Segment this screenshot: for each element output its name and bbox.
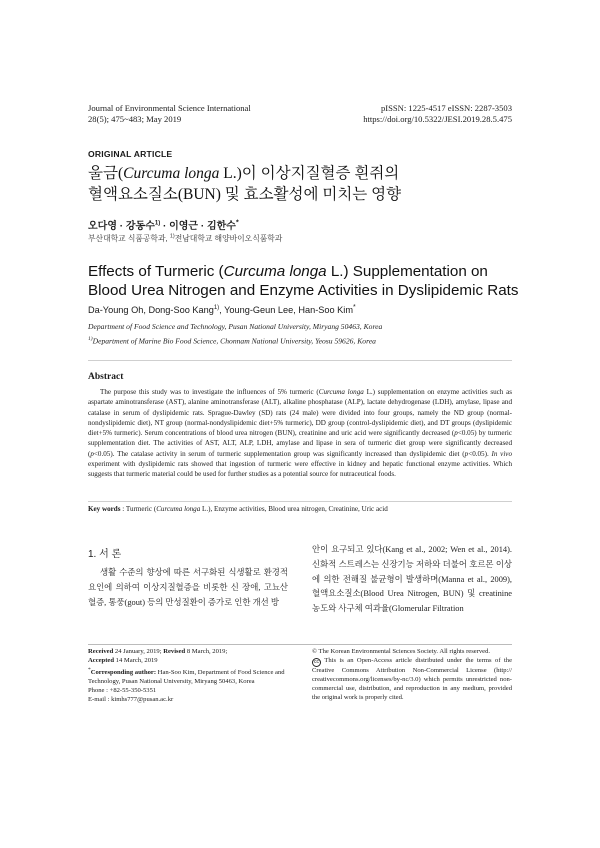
corresponding-author: *Corresponding author: Han-Soo Kim, Department of Food Science and Technology, Pusan National University, Miryang 50463, Korea (88, 666, 285, 685)
received-line: Received 24 January, 2019; Revised 8 March, 2019; (88, 648, 228, 655)
copyright-notice (312, 648, 512, 703)
journal-header (88, 103, 251, 125)
doi-link[interactable]: https://doi.org/10.5322/JESI.2019.28.5.475 (363, 114, 512, 124)
korean-title-line2: 혈액요소질소(BUN) 및 효소활성에 미치는 영향 (88, 186, 402, 203)
korean-affiliation: 부산대학교 식품공학과, $^{1)}$전남대학교 해양바이오식품학과 (88, 233, 283, 243)
divider-keywords (88, 501, 512, 502)
korean-title (88, 163, 528, 205)
copyright-line: © The Korean Environmental Sciences Society. All rights reserved. (312, 648, 491, 655)
email-address[interactable]: E-mail : kimhs777@pusan.ac.kr (88, 695, 174, 703)
abstract-heading: Abstract (88, 372, 124, 382)
creative-commons-icon: cc (314, 658, 319, 665)
korean-title-line1: 울금(Curcuma longa L.)이 이상지질혈증 흰쥐의 (88, 165, 400, 182)
issn-text: pISSN: 1225-4517 eISSN: 2287-3503 (380, 103, 512, 113)
intro-right-column: 안이 요구되고 있다(Kang et al., 2002; Wen et al., 2014). 신화적 스트레스는 신장기능 저하와 더불어 호르몬 이상에 의한 전해질 불균형이 발생하며(Manna et al., 2009), 혈액요소질소(Blood Urea Nitrogen, BUN) 및 creatinine 농도와 사구체 여과율(Glomerular Filtration (312, 545, 512, 614)
article-history (88, 648, 288, 705)
divider-top (88, 360, 512, 361)
journal-volume: 28(5); 475~483; May 2019 (88, 114, 182, 124)
divider-footer (88, 644, 512, 645)
copyright-icon: © (312, 648, 318, 655)
phone-number: Phone : +82-55-350-5351 (88, 686, 157, 694)
journal-name: Journal of Environmental Science International (88, 103, 251, 113)
accepted-line: Accepted 14 March, 2019 (88, 656, 158, 664)
affiliation-2: $^{1)}$Department of Marine Bio Food Science, Chonnam National University, Yeosu 59626, Korea (88, 336, 376, 346)
english-authors: Da-Young Oh, Dong-Soo Kang$^{1)}$, Young-Geun Lee, Han-Soo Kim* (88, 304, 356, 316)
intro-left-column: 생활 수준의 향상에 따른 서구화된 식생활로 환경적 요인에 의하여 이상지질혈증을 비롯한 신 장애, 고뇨산혈증, 통풍(gout) 등의 만성질환이 증가로 인한 개선 방 (88, 568, 288, 607)
english-title: Effects of Turmeric (Curcuma longa L.) Supplementation on Blood Urea Nitrogen and Enzyme Activities in Dyslipidemic Rats (88, 263, 519, 299)
affiliation-1: Department of Food Science and Technology, Pusan National University, Miryang 50463, Korea (88, 322, 383, 331)
license-text: cc This is an Open-Access article distributed under the terms of the Creative Commons Attribution Non-Commercial License (http:// creativecommons.org/licenses/by-nc/3.0) which permits unrestricted non-commercial use, distribution, and reproduction in any medium, provided the original work is properly cited. (312, 656, 512, 701)
korean-authors: 오다영 · 강동수$^{1)}$ · 이영근 · 김한수* (88, 219, 239, 232)
section-heading: 1. 서 론 (88, 549, 122, 560)
abstract-body: The purpose this study was to investigate the influences of 5% turmeric (Curcuma longa L.) supplementation on enzyme activities such as aspartate aminotransferase (AST), alanine aminotransferase (ALT), alkaline phosphatase (ALP), lactate dehydrogenase (LDH), amylase, lipase and catalase in serum of dyslipidemic rats. Sprague-Dawley (SD) rats (24 male) were divided into four groups, namely the ND group (normal-nondyslipidemic diet), NT group (normal-nondyslipidemic diet+5% turmeric), DD group (control-dyslipidemic diet), and DT groups (dyslipidemic diet+5% turmeric). Serum concentrations of blood urea nitrogen (BUN), creatinine and uric acid were significantly decreased (p<0.05) by turmeric supplementation diet. The activities of AST, ALT, ALP, LDH, amylase and lipase in sera of turmeric diet group were significantly decreased (p<0.05). The catalase activity in serum of turmeric supplementation group was significantly increased than dyslipidemic diet (p<0.05). In vivo experiment with dyslipidemic rats showed that ingestion of turmeric were effective in kidney and hepatic functional enzyme activities. Which suggests that turmeric material could be used for further studies as a potential source for nutraceutical foods. (88, 388, 512, 479)
article-type: ORIGINAL ARTICLE (88, 149, 173, 159)
keywords: Key words : Turmeric (Curcuma longa L.), Enzyme activities, Blood urea nitrogen, Creatinine, Uric acid (88, 505, 388, 513)
journal-identifiers (363, 103, 512, 125)
